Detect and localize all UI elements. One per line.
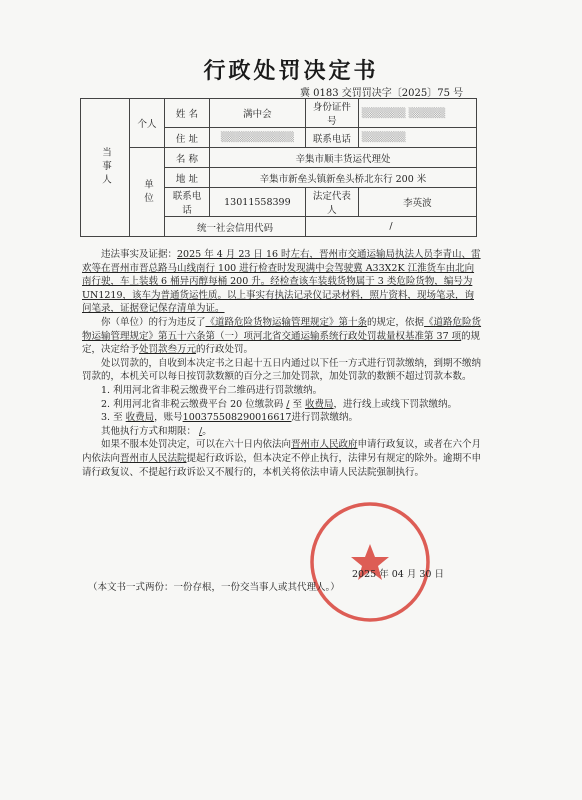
phone-label: 联系电话 [305,128,358,148]
legal-rep-value: 李英波 [358,188,476,217]
payment-method-3: 3. 至 收费局，账号100375508290016617进行罚款缴纳。 [101,412,358,424]
address-value-redacted: ▒▒▒▒▒▒▒▒▒▒ [209,128,305,148]
unit-name-value: 辛集市顺丰货运代理处 [209,148,476,168]
basis-item: 第 37 项 [424,330,462,342]
facts-paragraph: 违法事实及证据：2025 年 4 月 23 日 16 时左右，晋州市交通运输局执法人员李青山、雷欢等在晋州市晋总路马山线南行 100 进行检查时发现满中会驾驶冀 A33X2K 江淮货车由北向南行驶，车上装载 6 桶异丙醇每桶 200 升。经检查该车装载货物属于 3 类危险货物，编号为 UN1219，该车为普通货运性质。以上事实有执法记录仪记录材料，照片资料，现场笔录，询问笔录，证据登记保存清单为证。 [82,249,481,315]
payment-method-2: 2. 利用河北省非税云缴费平台 20 位缴款码 / 至 收费局，进行线上或线下罚款缴纳。 [101,398,458,410]
unit-address-value: 辛集市新垒头镇新垒头桥北东行 200 米 [209,168,476,188]
id-value-redacted: ▒▒▒▒▒▒ ▒▒▒▒▒ [358,99,476,128]
other-method: 其他执行方式和期限： /。 [101,425,212,437]
legal-rep-label: 法定代表人 [305,188,358,217]
penalty: 处罚款叁万元 [139,344,197,356]
facts-text: 2025 年 4 月 23 日 16 时左右，晋州市交通运输局执法人员李青山、雷欢等在晋州市晋总路马山线南行 100 进行检查时发现满中会驾驶冀 A33X2K 江淮货车由北向南行驶，车上装载 6 桶异丙醇每桶 200 升。经检查该车装载货物属于 3 类危险货物，编号为 UN1219，该车为普通货运性质。以上事实有执法记录仪记录材料，照片资料，现场笔录，询问笔录，证据登记保存清单为证。 [82,249,481,315]
issue-date: 2025 年 04 月 30 日 [352,569,444,580]
phone-value-redacted: ▒▒▒▒▒▒ [358,128,476,148]
name-value: 满中会 [209,99,305,128]
unit-name-label: 名 称 [165,148,210,168]
violation-paragraph: 你（单位）的行为违反了《道路危险货物运输管理规定》第十条的规定，依据《道路危险货物运输管理规定》第五十六条第（一）项河北省交通运输系统行政处罚裁量权基准第 37 项的规定，决定给予处罚款叁万元的行政处罚。 [82,316,482,356]
appeal-government: 晋州市人民政府 [291,439,358,451]
unit-phone-value: 13011558399 [209,188,305,217]
unit-phone-label: 联系电话 [165,188,210,217]
unit-address-label: 地 址 [165,168,210,188]
payment-method-1: 1. 利用河北省非税云缴费平台二维码进行罚款缴纳。 [101,384,323,396]
basis-law: 《道路危险货物运输管理规定》第五十六条第（一）项 [82,316,482,342]
document-body [82,248,482,479]
document-number: 冀 0183 交罚罚决字〔2025〕75 号 [300,88,464,99]
credit-code-label: 统一社会信用代码 [165,217,306,237]
appeal-court: 晋州市人民法院 [120,452,187,464]
violated-law: 《道路危险货物运输管理规定》第十条 [205,316,368,328]
id-label: 身份证件号 [305,99,358,128]
official-seal [308,500,432,624]
copies-note: （本文书一式两份：一份存根，一份交当事人或其代理人。） [88,582,340,593]
unit-label: 单位 [130,148,165,237]
account-number: 100375508290016617 [182,412,292,424]
document-title: 行政处罚决定书 [203,58,379,84]
fine-notice: 处以罚款的，自收到本决定书之日起十五日内通过以下任一方式进行罚款缴纳，到期不缴纳罚款的，本机关可以每日按罚款数额的百分之三加处罚款，加处罚款的数额不超过罚款本数。 [82,357,482,383]
basis-standard: 河北省交通运输系统行政处罚裁量权基准 [253,330,425,342]
party-section-label: 当事人 [81,99,130,237]
address-label: 住 址 [165,128,210,148]
credit-code-value: / [305,217,476,237]
name-label: 姓 名 [165,99,210,128]
party-info-table [80,98,477,237]
individual-label: 个人 [130,99,165,148]
appeal-paragraph: 如果不服本处罚决定，可以在六十日内依法向晋州市人民政府申请行政复议，或者在六个月内依法向晋州市人民法院提起行政诉讼，但本决定不停止执行，法律另有规定的除外。逾期不申请行政复议、不提起行政诉讼又不履行的，本机关将依法申请人民法院强制执行。 [82,439,482,478]
